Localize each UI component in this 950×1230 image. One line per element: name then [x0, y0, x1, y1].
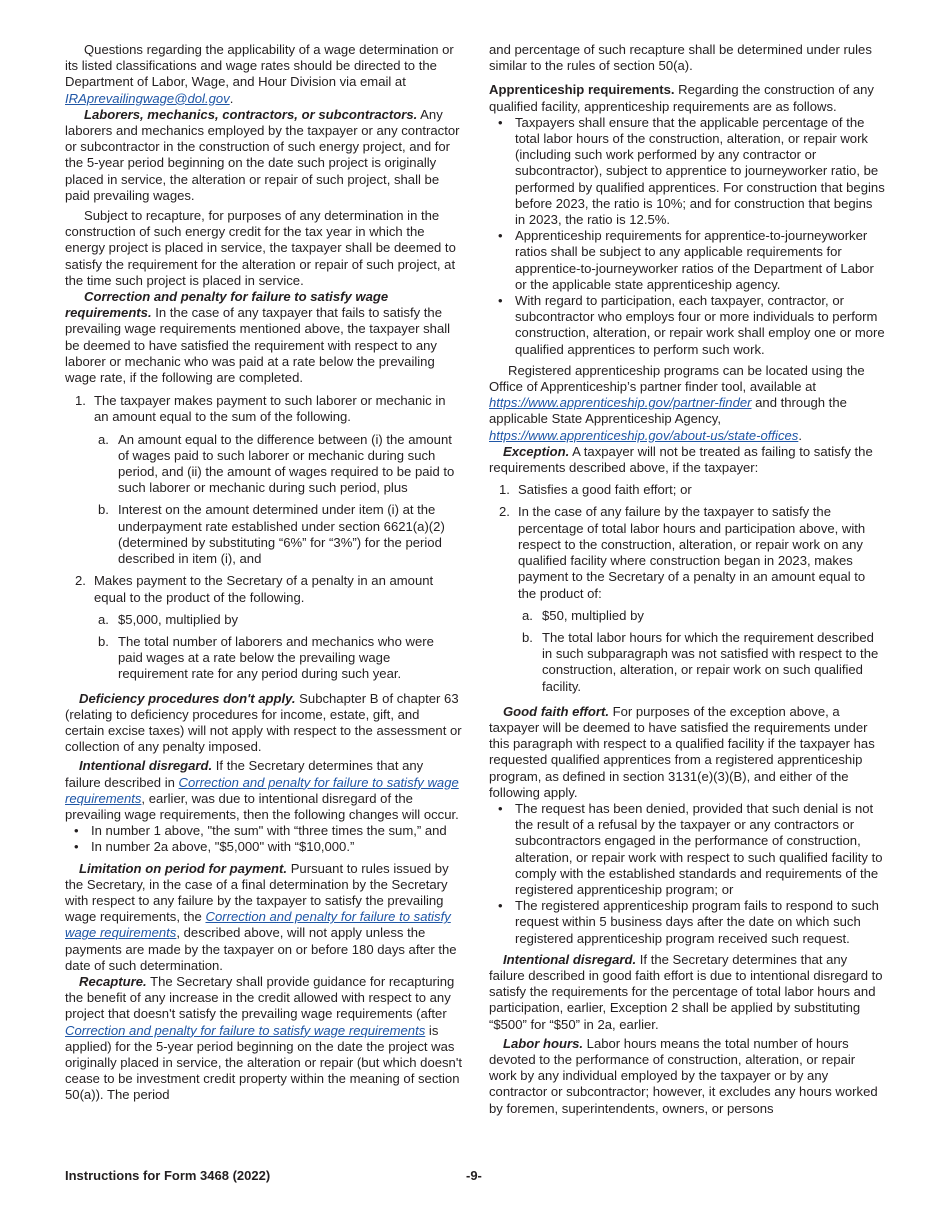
deficiency-heading: Deficiency procedures don't apply.	[79, 690, 296, 706]
apprenticeship-paragraph: Apprenticeship requirements. Regarding the construction of any qualified facility, apprenticeship requirements are as follows.	[489, 82, 874, 114]
correction-paragraph: Correction and penalty for failure to satisfy wage requirements. In the case of any taxpayer that fails to satisfy the prevailing wage requirements mentioned above, the taxpayer shall be deemed to have satisfied the requirement with respect to any laborer or mechanic who was paid at a rate below the prevailing wage rate, if the following are completed.	[65, 289, 451, 386]
labor-hours-heading: Labor hours.	[503, 1035, 584, 1051]
dol-email-link[interactable]: IRAprevailingwage@dol.gov	[65, 90, 230, 106]
list-item: • In number 2a above, "$5,000" with “$10,000.”	[74, 839, 355, 855]
labor-hours-paragraph: Labor hours. Labor hours means the total number of hours devoted to the performance of construction, alteration, or repair work by any individual employed by the taxpayer or by any contractor or subcontractor; however, it excludes any hours worked by foremen, superintendents, owners, or persons	[489, 1035, 878, 1116]
recapture-heading: Recapture.	[79, 973, 147, 989]
list-item-2a: a. $50, multiplied by	[522, 607, 644, 623]
list-item-1b: b. Interest on the amount determined under item (i) at the underpayment rate established under section 6621(a)(2) (determined by substituting “6%” for “3%”) for the period described in item (i), and	[98, 502, 445, 567]
list-item-2: 2. In the case of any failure by the taxpayer to satisfy the percentage of total labor hours and participation above, with respect to the construction, alteration, or repair work on any qualified facility where construction began in 2023, makes payment to the Secretary of a penalty in an amount equal to the product of:	[499, 504, 866, 601]
exception-heading: Exception.	[503, 443, 570, 459]
list-item: • The request has been denied, provided that such denial is not the result of a refusal by the taxpayer or any contractors or subcontractors engaged in the performance of construction, alteration, or repair work with respect to such qualified facility to comply with the established standards and requirements of the registered apprenticeship program; or	[498, 800, 883, 897]
good-faith-paragraph: Good faith effort. For purposes of the exception above, a taxpayer will be deemed to have satisfied the requirements under this paragraph with respect to a qualified facility if the taxpayer has requested qualified apprentices from a registered apprenticeship program, as defined in section 3131(e)(3)(B), and either of the following apply.	[489, 703, 875, 800]
intentional-disregard-paragraph: Intentional disregard. If the Secretary determines that any failure described in Correction and penalty for failure to satisfy wage requirements, earlier, was due to intentional disregard of the prevailing wage requirements, then the following changes will occur.	[65, 758, 459, 822]
form-title-footer: Instructions for Form 3468 (2022)	[65, 1168, 271, 1183]
list-item-2: 2. Makes payment to the Secretary of a penalty in an amount equal to the product of the following.	[75, 573, 434, 605]
laborers-paragraph: Laborers, mechanics, contractors, or subcontractors. Any laborers and mechanics employed by the taxpayer or any contractor or subcontractor in the construction of such energy project, and for the 5-year period beginning on the date such project is originally placed in service, the alteration or repair of such project, shall be paid prevailing wages.	[65, 106, 460, 203]
recapture-continuation: and percentage of such recapture shall be determined under rules similar to the rules of section 50(a).	[489, 42, 872, 74]
right-column	[489, 42, 886, 1117]
list-item-2b: b. The total labor hours for which the requirement described in such subparagraph was not satisfied with respect to the construction, alteration, or repair work on such qualified facility.	[522, 629, 879, 694]
left-column	[65, 42, 462, 1104]
list-item-1: 1. The taxpayer makes payment to such laborer or mechanic in an amount equal to the sum of the following.	[75, 393, 446, 425]
good-faith-heading: Good faith effort.	[503, 703, 609, 719]
correction-link[interactable]: Correction and penalty for failure to satisfy wage requirements	[65, 909, 451, 941]
correction-link[interactable]: Correction and penalty for failure to satisfy wage requirements	[65, 1022, 426, 1038]
list-item: • Apprenticeship requirements for apprentice-to-journeyworker ratios shall be subject to any applicable requirements for apprentice-to-journeyworker ratios of the Department of Labor or the applicable state apprenticeship agency.	[498, 228, 874, 292]
partner-finder-link[interactable]: https://www.apprenticeship.gov/partner-finder	[489, 395, 752, 411]
list-item: • The registered apprenticeship program fails to respond to such request within 5 business days after the date on which such registered apprenticeship program received such request.	[498, 898, 879, 946]
exception-paragraph: Exception. A taxpayer will not be treated as failing to satisfy the requirements described above, if the taxpayer:	[489, 443, 873, 476]
list-item: • With regard to participation, each taxpayer, contractor, or subcontractor who employs four or more individuals to perform construction, alteration, or repair work shall employ one or more qualified apprentices to perform such work.	[498, 293, 885, 357]
subject-to-recapture-paragraph: Subject to recapture, for purposes of any determination in the construction of such energy credit for the tax year in which the energy project is placed in service, the taxpayer shall be deemed to satisfy the requirement for the alteration or repair of such project, at the time such project is placed in service.	[65, 208, 456, 288]
page-number: -9-	[466, 1168, 482, 1183]
list-item-1: 1. Satisfies a good faith effort; or	[499, 482, 692, 498]
list-item-2a: a. $5,000, multiplied by	[98, 611, 239, 627]
state-offices-link[interactable]: https://www.apprenticeship.gov/about-us/state-offices	[489, 427, 799, 443]
recapture-paragraph: Recapture. The Secretary shall provide guidance for recapturing the benefit of any increase in the credit allowed with respect to any project that doesn't satisfy the prevailing wage requirements (after Correction and penalty for failure to satisfy wage requirements is applied) for the 5-year period beginning on the date the project was originally placed in service, the alteration or repair (but which doesn't cease to be investment credit property within the meaning of section 50(a)). The period	[65, 973, 462, 1103]
correction-heading: Correction and penalty for failure to satisfy wage requirements.	[65, 289, 389, 321]
limitation-paragraph: Limitation on period for payment. Pursuant to rules issued by the Secretary, in the case of a final determination by the Secretary with respect to any failure by the taxpayer to satisfy the prevailing wage requirements, the Correction and penalty for failure to satisfy wage requirements, described above, will not apply unless the payments are made by the taxpayer on or before 180 days after the date of such determination.	[65, 860, 457, 973]
list-item-2b: b. The total number of laborers and mechanics who were paid wages at a rate below the prevailing wage requirement rate for any period during such year.	[98, 633, 434, 682]
wage-determination-paragraph: Questions regarding the applicability of a wage determination or its listed classifications and wage rates should be directed to the Department of Labor, Wage, and Hour Division via email at IRAprevailingwage@dol.gov.	[65, 42, 454, 106]
list-item-1a: a. An amount equal to the difference between (i) the amount of wages paid to such laborer or mechanic during such period, and (ii) the amount of wages required to be paid to such laborer or mechanic during such period, plus	[98, 431, 455, 496]
intentional-heading: Intentional disregard.	[503, 951, 637, 967]
laborers-heading: Laborers, mechanics, contractors, or subcontractors.	[84, 106, 418, 122]
correction-link[interactable]: Correction and penalty for failure to satisfy wage requirements	[65, 774, 459, 806]
list-item: • In number 1 above, "the sum" with “three times the sum,” and	[74, 823, 447, 839]
registered-programs-paragraph: Registered apprenticeship programs can be located using the Office of Apprenticeship’s partner finder tool, available at https://www.apprenticeship.gov/partner-finder and through the applicable State Apprenticeship Agency, https://www.apprenticeship.gov/about-us/state-offices.	[489, 362, 865, 443]
apprenticeship-heading: Apprenticeship requirements.	[489, 82, 675, 98]
intentional-heading: Intentional disregard.	[79, 758, 213, 774]
intentional-disregard-paragraph: Intentional disregard. If the Secretary determines that any failure described in good faith effort is due to intentional disregard to satisfy the requirements for the percentage of total labor hours and participation, earlier, Exception 2 shall be applied by substituting “$500” for “$50” in 2a, earlier.	[489, 951, 883, 1032]
list-item: • Taxpayers shall ensure that the applicable percentage of the total labor hours of the construction, alteration, or repair work (including such work performed by any contractor or subcontractor), subject to apprentice to journeyworker ratio, be performed by qualified apprentices. For construction that begins before 2023, the ratio is 10%; and for construction that begins in 2023, the ratio is 12.5%.	[498, 114, 885, 228]
limitation-heading: Limitation on period for payment.	[79, 860, 288, 876]
deficiency-paragraph: Deficiency procedures don't apply. Subchapter B of chapter 63 (relating to deficiency procedures for income, estate, gift, and certain excise taxes) will not apply with respect to the assessment or collection of any penalty imposed.	[65, 690, 462, 755]
